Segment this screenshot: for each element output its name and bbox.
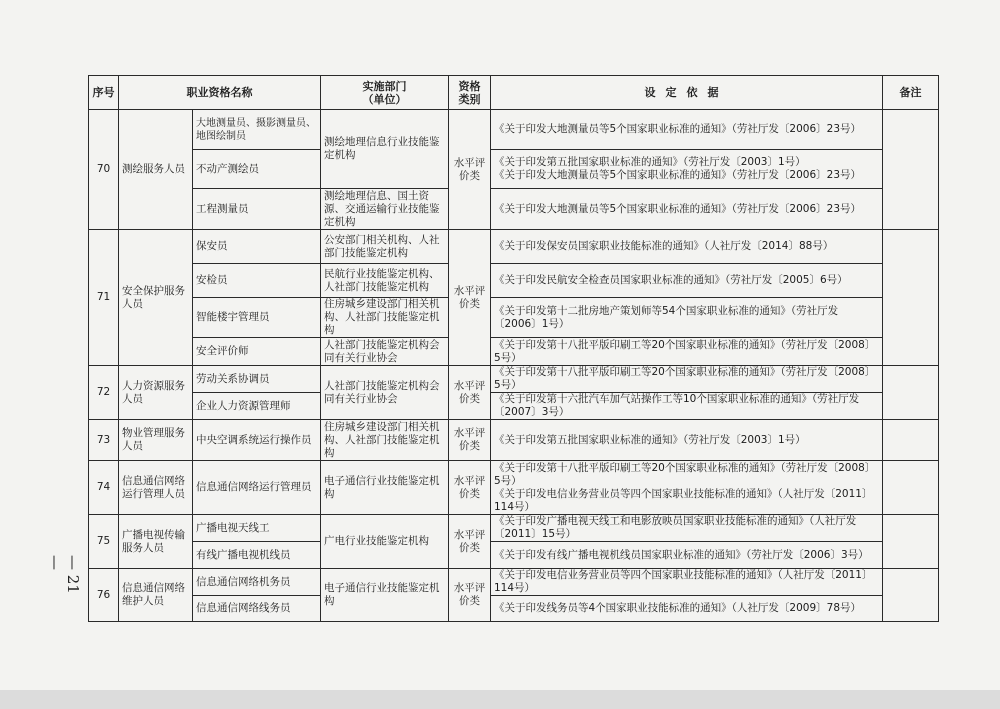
table-row	[89, 298, 939, 338]
occupation-name: 广播电视天线工	[193, 515, 321, 542]
occupation-name: 有线广播电视机线员	[193, 542, 321, 569]
basis-line: 《关于印发第十六批汽车加气站操作工等10个国家职业标准的通知》（劳社厅发〔2007〕3号）	[494, 393, 860, 418]
header-dept	[321, 76, 449, 110]
row-number: 71	[89, 230, 119, 366]
basis-line: 《关于印发民航安全检查员国家职业标准的通知》（劳社厅发〔2005〕6号）	[494, 274, 848, 286]
occupation-name: 大地测量员、摄影测量员、地图绘制员	[193, 110, 321, 150]
row-number: 70	[89, 110, 119, 230]
row-number: 74	[89, 461, 119, 515]
qualification-table	[88, 75, 939, 622]
basis-line: 《关于印发广播电视天线工和电影放映员国家职业技能标准的通知》（人社厅发〔2011〕15号）	[494, 515, 857, 540]
header-row	[89, 76, 939, 110]
category-name: 信息通信网络维护人员	[119, 569, 193, 622]
qualification-type: 水平评价类	[449, 515, 491, 569]
legal-basis	[491, 569, 883, 596]
table-row	[89, 366, 939, 393]
implementing-dept: 住房城乡建设部门相关机构、人社部门技能鉴定机构	[321, 420, 449, 461]
header-remark: 备注	[883, 76, 939, 110]
occupation-name: 信息通信网络机务员	[193, 569, 321, 596]
table-row	[89, 150, 939, 189]
implementing-dept: 电子通信行业技能鉴定机构	[321, 461, 449, 515]
occupation-name: 信息通信网络运行管理员	[193, 461, 321, 515]
row-number: 75	[89, 515, 119, 569]
table-row	[89, 515, 939, 542]
basis-line: 《关于印发保安员国家职业技能标准的通知》（人社厅发〔2014〕88号）	[494, 240, 834, 252]
occupation-name: 不动产测绘员	[193, 150, 321, 189]
occupation-name: 劳动关系协调员	[193, 366, 321, 393]
table-row	[89, 338, 939, 366]
qualification-type: 水平评价类	[449, 230, 491, 366]
remark-cell	[883, 515, 939, 569]
legal-basis	[491, 393, 883, 420]
legal-basis	[491, 189, 883, 230]
remark-cell	[883, 420, 939, 461]
header-type	[449, 76, 491, 110]
occupation-name: 保安员	[193, 230, 321, 264]
page-number: — 21 —	[46, 555, 82, 594]
implementing-dept: 广电行业技能鉴定机构	[321, 515, 449, 569]
basis-line: 《关于印发第十八批平版印刷工等20个国家职业标准的通知》（劳社厅发〔2008〕5号）	[494, 461, 876, 487]
table-row	[89, 596, 939, 622]
implementing-dept: 住房城乡建设部门相关机构、人社部门技能鉴定机构	[321, 298, 449, 338]
row-number: 76	[89, 569, 119, 622]
implementing-dept: 测绘地理信息、国土资源、交通运输行业技能鉴定机构	[321, 189, 449, 230]
category-name: 安全保护服务人员	[119, 230, 193, 366]
qualification-type: 水平评价类	[449, 461, 491, 515]
header-name: 职业资格名称	[119, 76, 321, 110]
occupation-name: 工程测量员	[193, 189, 321, 230]
legal-basis	[491, 150, 883, 189]
basis-line: 《关于印发大地测量员等5个国家职业标准的通知》（劳社厅发〔2006〕23号）	[494, 169, 862, 181]
legal-basis	[491, 264, 883, 298]
occupation-name: 信息通信网络线务员	[193, 596, 321, 622]
legal-basis	[491, 515, 883, 542]
basis-line: 《关于印发第十八批平版印刷工等20个国家职业标准的通知》（劳社厅发〔2008〕5号）	[494, 366, 876, 391]
qualification-type: 水平评价类	[449, 420, 491, 461]
legal-basis	[491, 596, 883, 622]
scan-bottom-band	[0, 690, 1000, 709]
implementing-dept: 电子通信行业技能鉴定机构	[321, 569, 449, 622]
table-row	[89, 189, 939, 230]
legal-basis	[491, 338, 883, 366]
implementing-dept: 人社部门技能鉴定机构会同有关行业协会	[321, 366, 449, 420]
table-row	[89, 420, 939, 461]
legal-basis	[491, 420, 883, 461]
category-name: 信息通信网络运行管理人员	[119, 461, 193, 515]
basis-line: 《关于印发电信业务营业员等四个国家职业技能标准的通知》（人社厅发〔2011〕114号）	[494, 487, 873, 513]
occupation-name: 安全评价师	[193, 338, 321, 366]
basis-line: 《关于印发线务员等4个国家职业技能标准的通知》（人社厅发〔2009〕78号）	[494, 602, 862, 614]
remark-cell	[883, 110, 939, 230]
legal-basis	[491, 298, 883, 338]
remark-cell	[883, 461, 939, 515]
occupation-name: 中央空调系统运行操作员	[193, 420, 321, 461]
implementing-dept: 测绘地理信息行业技能鉴定机构	[321, 110, 449, 189]
category-name: 测绘服务人员	[119, 110, 193, 230]
header-dept-line2: （单位）	[362, 92, 407, 106]
remark-cell	[883, 366, 939, 420]
legal-basis	[491, 542, 883, 569]
basis-line: 《关于印发第五批国家职业标准的通知》（劳社厅发〔2003〕1号）	[494, 156, 806, 168]
header-dept-line1: 实施部门	[362, 79, 407, 93]
qualification-type: 水平评价类	[449, 110, 491, 230]
table-row	[89, 110, 939, 150]
basis-line: 《关于印发大地测量员等5个国家职业标准的通知》（劳社厅发〔2006〕23号）	[494, 123, 862, 135]
header-seq: 序号	[89, 76, 119, 110]
basis-line: 《关于印发大地测量员等5个国家职业标准的通知》（劳社厅发〔2006〕23号）	[494, 202, 862, 215]
implementing-dept: 民航行业技能鉴定机构、人社部门技能鉴定机构	[321, 264, 449, 298]
remark-cell	[883, 230, 939, 366]
qualification-type: 水平评价类	[449, 366, 491, 420]
basis-line: 《关于印发有线广播电视机线员国家职业标准的通知》（劳社厅发〔2006〕3号）	[494, 548, 869, 561]
basis-line: 《关于印发电信业务营业员等四个国家职业技能标准的通知》（人社厅发〔2011〕114号）	[494, 569, 873, 594]
implementing-dept: 人社部门技能鉴定机构会同有关行业协会	[321, 338, 449, 366]
implementing-dept: 公安部门相关机构、人社部门技能鉴定机构	[321, 230, 449, 264]
table-row	[89, 230, 939, 264]
table-row	[89, 461, 939, 515]
basis-line: 《关于印发第十八批平版印刷工等20个国家职业标准的通知》（劳社厅发〔2008〕5号）	[494, 338, 876, 364]
remark-cell	[883, 569, 939, 622]
table-row	[89, 264, 939, 298]
table-row	[89, 542, 939, 569]
legal-basis	[491, 110, 883, 150]
qualification-type: 水平评价类	[449, 569, 491, 622]
header-type-line1: 资格	[458, 79, 481, 93]
table-row	[89, 393, 939, 420]
category-name: 人力资源服务人员	[119, 366, 193, 420]
category-name: 物业管理服务人员	[119, 420, 193, 461]
basis-line: 《关于印发第十二批房地产策划师等54个国家职业标准的通知》（劳社厅发〔2006〕1号）	[494, 304, 839, 330]
row-number: 73	[89, 420, 119, 461]
header-basis: 设定依据	[491, 76, 883, 110]
occupation-name: 企业人力资源管理师	[193, 393, 321, 420]
header-type-line2: 类别	[458, 92, 481, 106]
legal-basis	[491, 230, 883, 264]
row-number: 72	[89, 366, 119, 420]
occupation-name: 安检员	[193, 264, 321, 298]
basis-line: 《关于印发第五批国家职业标准的通知》（劳社厅发〔2003〕1号）	[494, 433, 806, 446]
legal-basis	[491, 461, 883, 515]
table-row	[89, 569, 939, 596]
occupation-name: 智能楼宇管理员	[193, 298, 321, 338]
legal-basis	[491, 366, 883, 393]
category-name: 广播电视传输服务人员	[119, 515, 193, 569]
